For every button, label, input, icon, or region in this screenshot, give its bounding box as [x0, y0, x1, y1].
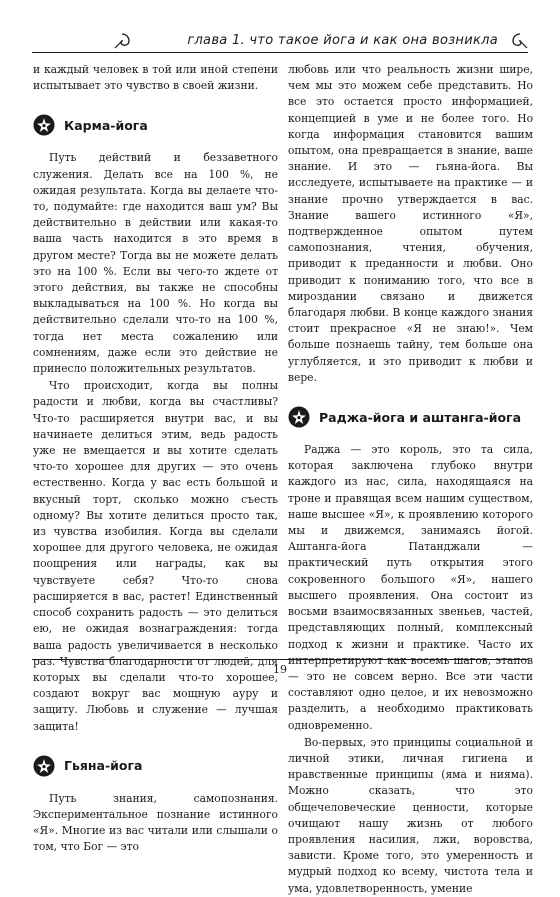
lotus-star-icon: [33, 114, 55, 136]
header-ornament-left-icon: [112, 31, 132, 51]
continuation-paragraph: любовь или что реальность жизни шире, чем мы это можем себе представить. Но все это остается просто информацией, концепцией в уме и не более того. Но когда информация становится вашим опытом, она превращается в знание, ваше знание. И это — гьяна-йога. Вы исследуете, испытываете на практике — и знание прочно утверждается в вас. Знание вашего истинного «Я», подтвержденное опытом путем самопознания, чтения, обучения, приводит к преданности и любви. Оно приводит к пониманию того, что все в мироздании связано и движется благодаря любви. В конце каждого знания стоит прекрасное «Я не знаю!». Чем больше познаешь тайну, тем больше она углубляется, и это приводит к любви и вере.: [288, 63, 533, 384]
body-paragraph: Путь знания, самопознания. Экспериментальное познание истинного «Я». Многие из вас читали или слышали о том, что Бог — это: [33, 791, 278, 854]
intro-paragraph: и каждый человек в той или иной степени испытывает это чувство в своей жизни.: [33, 63, 278, 93]
chapter-running-title: глава 1. что такое йога и как она возникла: [187, 33, 498, 48]
left-column: [33, 62, 278, 856]
header-rule: [32, 52, 528, 53]
section-heading-raja-yoga: [288, 402, 533, 432]
section-heading-karma-yoga: [33, 110, 278, 140]
section-title: Карма-йога: [64, 117, 148, 133]
header-ornament-right-icon: [510, 31, 530, 51]
lotus-star-icon: [288, 406, 310, 428]
section-heading-gyana-yoga: [33, 751, 278, 781]
section-title: Гьяна-йога: [64, 758, 143, 774]
page-number: 19: [273, 663, 287, 676]
right-column: [288, 62, 533, 897]
body-paragraph: Раджа — это король, это та сила, которая заключена глубоко внутри каждого из нас, сила, находящаяся на троне и правящая всем нашим существом, наше высшее «Я», к проявлению которого мы и движемся, занимаясь йогой. Аштанга-йога Патанджали — практический путь открытия этого сокровенного большого «Я», нашего высшего проявления. Она состоит из восьми взаимосвязанных звеньев, частей, представляющих полный, комплексный подход к жизни и практике. Часто их интерпретируют как восемь шагов, этапов — это не совсем верно. Все эти части составляют одно целое, и их невозможно разделить, а необходимо практиковать одновременно.: [288, 443, 533, 732]
body-paragraph: Что происходит, когда вы полны радости и любви, когда вы счастливы? Что-то расширяется внутри вас, и вы начинаете делиться этим, ведь радость уже не вмещается и вы хотите сделать что-то хорошее для других — это очень естественно. Когда у вас есть большой и вкусный торт, сколько можно съесть одному? Вы хотите делиться просто так, из чувства изобилия. Когда вы сделали хорошее для другого человека, не ожидая поощрения или награды, как вы чувствуете себя? Что-то снова расширяется в вас, растет! Единственный способ сохранить радость — это делиться ею, не ожидая вознаграждения: тогда ваша радость увеличивается в несколько раз. Чувства благодарности от людей, для которых вы сделали что-то хорошее, создают вокруг вас мощную ауру и защиту. Любовь и служение — лучшая защита!: [33, 379, 278, 733]
body-paragraph: Во-первых, это принципы социальной и личной этики, личная гигиена и нравственные принципы (яма и нияма). Можно сказать, что это общечеловеческие ценности, которые очищают нашу жизнь от любого проявления насилия, лжи, воровства, зависти. Кроме того, это умеренность и мудрый подход ко всему, чистота тела и ума, удовлетворенность, умение: [288, 735, 533, 895]
section-title: Раджа-йога и аштанга-йога: [319, 409, 522, 425]
body-paragraph: Путь действий и беззаветного служения. Делать все на 100 %, не ожидая результата. Когда вы делаете что-то, подумайте: где находится ваш ум? Вы действительно в действии или какая-то ваша часть находится в это время в другом месте? Тогда вы не можете делать это на 100 %. Если вы чего-то ждете от этого действия, вы также не способны выкладываться на 100 %. Но когда вы действительно сделали что-то на 100 %, тогда нет места сожалению или сомнениям, даже если это действие не принесло положительных результатов.: [33, 151, 278, 376]
footer-rule: [32, 659, 528, 660]
lotus-star-icon: [33, 755, 55, 777]
